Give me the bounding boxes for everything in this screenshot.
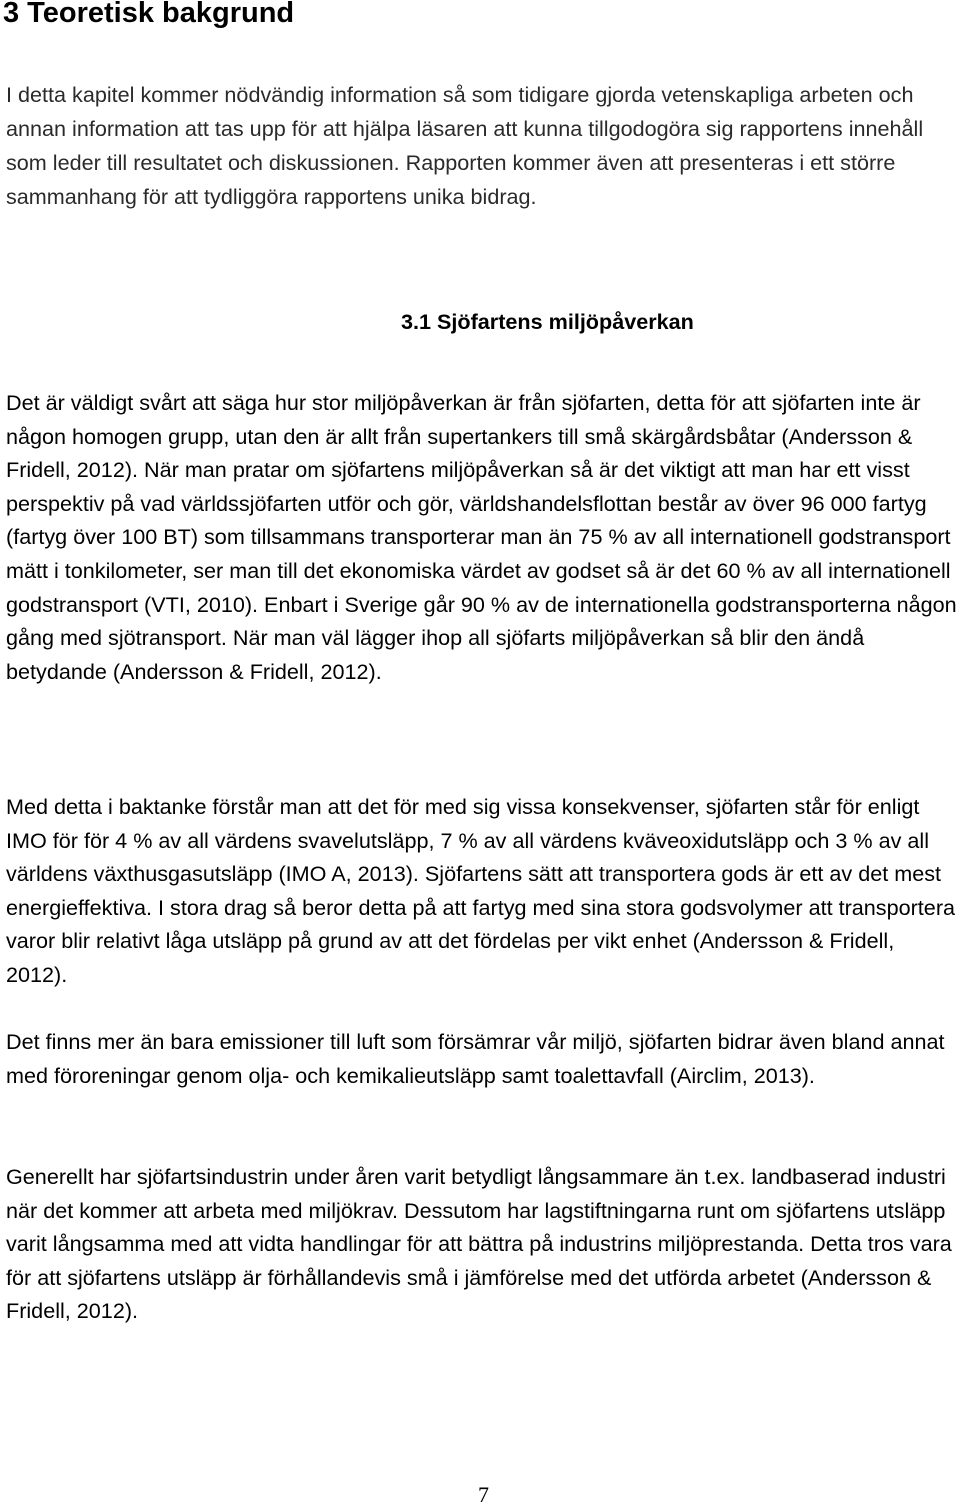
section-paragraph-2: Med detta i baktanke förstår man att det för med sig vissa konsekvenser, sjöfarten står för enligt IMO för för 4 % av all värdens svavelutsläpp, 7 % av all värdens kväveoxidutsläpp och 3 % av all världens växthusgasutsläpp (IMO A, 2013). Sjöfartens sätt att transportera gods är ett av det mest energieffektiva. I stora drag så beror detta på att fartyg med sina stora godsvolymer att transportera varor blir relativt låga utsläpp på grund av att det fördelas per vikt enhet (Andersson & Fridell, 2012). (6, 794, 956, 987)
chapter-title: 3 Teoretisk bakgrund (3, 0, 295, 29)
section-paragraph-1: Det är väldigt svårt att säga hur stor miljöpåverkan är från sjöfarten, detta för att sjöfarten inte är någon homogen grupp, utan den är allt från supertankers till små skärgårdsbåtar (Andersson & Fridell, 2012). När man pratar om sjöfartens miljöpåverkan så är det viktigt att man har ett visst perspektiv på vad världssjöfarten utför och gör, världshandelsflottan består av över 96 000 fartyg (fartyg över 100 BT) som tillsammans transporterar man än 75 % av all internationell godstransport mätt i tonkilometer, ser man till det ekonomiska värdet av godset så är det 60 % av all internationell godstransport (VTI, 2010). Enbart i Sverige går 90 % av de internationella godstransporterna någon gång med sjötransport. När man väl lägger ihop all sjöfarts miljöpåverkan så blir den ändå betydande (Andersson & Fridell, 2012). (6, 390, 957, 684)
chapter-intro-paragraph: I detta kapitel kommer nödvändig information så som tidigare gjorda vetenskapliga arbeten och annan information att tas upp för att hjälpa läsaren att kunna tillgodogöra sig rapportens innehåll som leder till resultatet och diskussionen. Rapporten kommer även att presenteras i ett större sammanhang för att tydliggöra rapportens unika bidrag. (6, 82, 924, 209)
page-number: 7 (478, 1482, 489, 1507)
section-paragraph-3: Det finns mer än bara emissioner till luft som försämrar vår miljö, sjöfarten bidrar även bland annat med föroreningar genom olja- och kemikalieutsläpp samt toalettavfall (Airclim, 2013). (6, 1029, 945, 1088)
section-title: 3.1 Sjöfartens miljöpåverkan (401, 309, 694, 334)
section-paragraph-4: Generellt har sjöfartsindustrin under åren varit betydligt långsammare än t.ex. landbaserad industri när det kommer att arbeta med miljökrav. Dessutom har lagstiftningarna runt om sjöfartens utsläpp varit långsamma med att vidta handlingar för att bättra på industrins miljöprestanda. Detta tros vara för att sjöfartens utsläpp är förhållandevis små i jämförelse med det utförda arbetet (Andersson & Fridell, 2012). (6, 1164, 952, 1324)
